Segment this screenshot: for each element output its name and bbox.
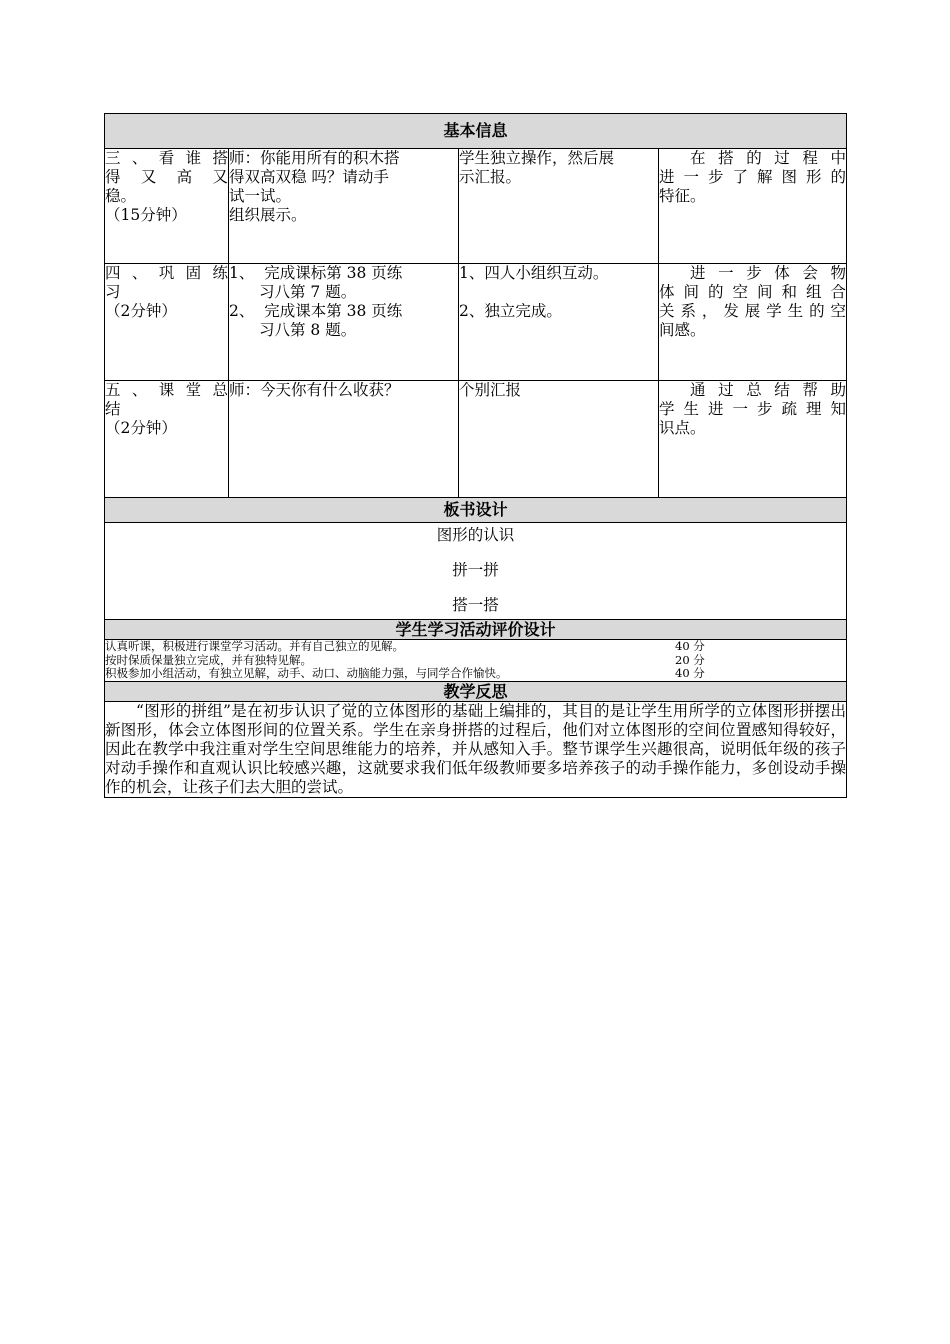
stage-duration: （15分钟） — [105, 206, 187, 224]
teacher-text: 完成课标第 38 页练 — [264, 264, 403, 282]
student-activity-cell — [459, 149, 659, 264]
intent-text: 进一步了解图形的 — [659, 168, 847, 186]
teacher-activity-cell — [229, 264, 459, 381]
evaluation-points: 40 分 — [675, 666, 705, 680]
teacher-activity-cell — [229, 149, 459, 264]
design-intent-cell — [659, 149, 847, 264]
stage-duration: （2分钟） — [105, 302, 177, 320]
design-intent-cell — [659, 264, 847, 381]
item-number: 2、 — [229, 302, 255, 320]
stage-text: 四、巩固练 — [105, 264, 228, 282]
evaluation-points: 20 分 — [675, 652, 705, 667]
stage-text: 三、看谁搭 — [105, 149, 228, 167]
teacher-text: 习八第 8 题。 — [259, 321, 357, 339]
lesson-plan-table — [104, 113, 847, 798]
basic-info-header: 基本信息 — [105, 114, 847, 149]
student-activity-cell — [459, 381, 659, 498]
stage-text: 稳。 — [105, 187, 137, 205]
intent-text: 通过总结帮助 — [690, 381, 847, 399]
teacher-activity-cell — [229, 381, 459, 498]
design-intent-cell — [659, 381, 847, 498]
stage-text: 结 — [105, 400, 121, 418]
teacher-text: 试一试。 — [229, 187, 292, 205]
teacher-text: 习八第 7 题。 — [259, 283, 357, 301]
stage-cell — [105, 381, 229, 498]
reflection-text: “图形的拼组”是在初步认识了觉的立体图形的基础上编排的，其目的是让学生用所学的立体图形拼摆出新图形，体会立体图形间的位置关系。学生在亲身拼搭的过程后，他们对立体图形的空间位置感知得较好，因此在教学中我注重对学生空间思维能力的培养，并从感知入手。整节课学生兴趣很高，说明低年级的孩子对动手操作和直观认识比较感兴趣，这就要求我们低年级教师要多培养孩子的动手操作能力，多创设动手操作的机会，让孩子们去大胆的尝试。 — [105, 701, 847, 796]
stage-text: 得又高又 — [105, 168, 228, 186]
teacher-text: 组织展示。 — [229, 206, 307, 224]
board-design-header: 板书设计 — [105, 498, 847, 523]
board-line: 拼一拼 — [452, 561, 499, 579]
intent-text: 特征。 — [659, 187, 706, 205]
stage-cell — [105, 264, 229, 381]
evaluation-criterion: 积极参加小组活动，有独立见解，动手、动口、动脑能力强，与同学合作愉快。 — [105, 666, 508, 680]
stage-duration: （2分钟） — [105, 419, 177, 437]
intent-text: 间感。 — [659, 321, 706, 339]
intent-text: 关系，发展学生的空 — [659, 302, 847, 320]
evaluation-header: 学生学习活动评价设计 — [105, 620, 847, 640]
stage-text: 五、课堂总 — [105, 381, 228, 399]
evaluation-item — [105, 667, 846, 681]
intent-text: 在搭的过程中 — [690, 149, 847, 167]
evaluation-cell — [105, 640, 847, 682]
evaluation-item — [105, 640, 846, 654]
board-line: 搭一搭 — [452, 596, 499, 614]
evaluation-criterion: 认真听课，积极进行课堂学习活动。并有自己独立的见解。 — [105, 639, 404, 653]
evaluation-criterion: 按时保质保量独立完成，并有独特见解。 — [105, 652, 312, 667]
item-number: 1、 — [229, 264, 255, 282]
evaluation-points: 40 分 — [675, 639, 705, 653]
stage-cell — [105, 149, 229, 264]
reflection-header: 教学反思 — [105, 681, 847, 701]
student-text: 学生独立操作，然后展 — [459, 149, 615, 167]
stage-text: 习 — [105, 283, 121, 301]
student-text: 1、四人小组织互动。 — [459, 264, 609, 282]
evaluation-item — [105, 654, 846, 668]
student-text: 示汇报。 — [459, 168, 522, 186]
intent-text: 识点。 — [659, 419, 706, 437]
teacher-text: 得双高双稳 吗？请动手 — [229, 168, 389, 186]
reflection-cell — [105, 701, 847, 797]
teacher-text: 师：今天你有什么收获？ — [229, 381, 400, 399]
student-text: 个别汇报 — [459, 381, 522, 399]
board-line: 图形的认识 — [436, 526, 515, 544]
intent-text: 学生进一步疏理知 — [659, 400, 847, 418]
board-design-cell — [105, 523, 847, 620]
student-text: 2、独立完成。 — [459, 302, 562, 320]
intent-text: 进一步体会物 — [690, 264, 847, 282]
intent-text: 体间的空间和组合 — [659, 283, 847, 301]
teacher-text: 师：你能用所有的积木搭 — [229, 149, 400, 167]
student-activity-cell — [459, 264, 659, 381]
teacher-text: 完成课本第 38 页练 — [264, 302, 403, 320]
